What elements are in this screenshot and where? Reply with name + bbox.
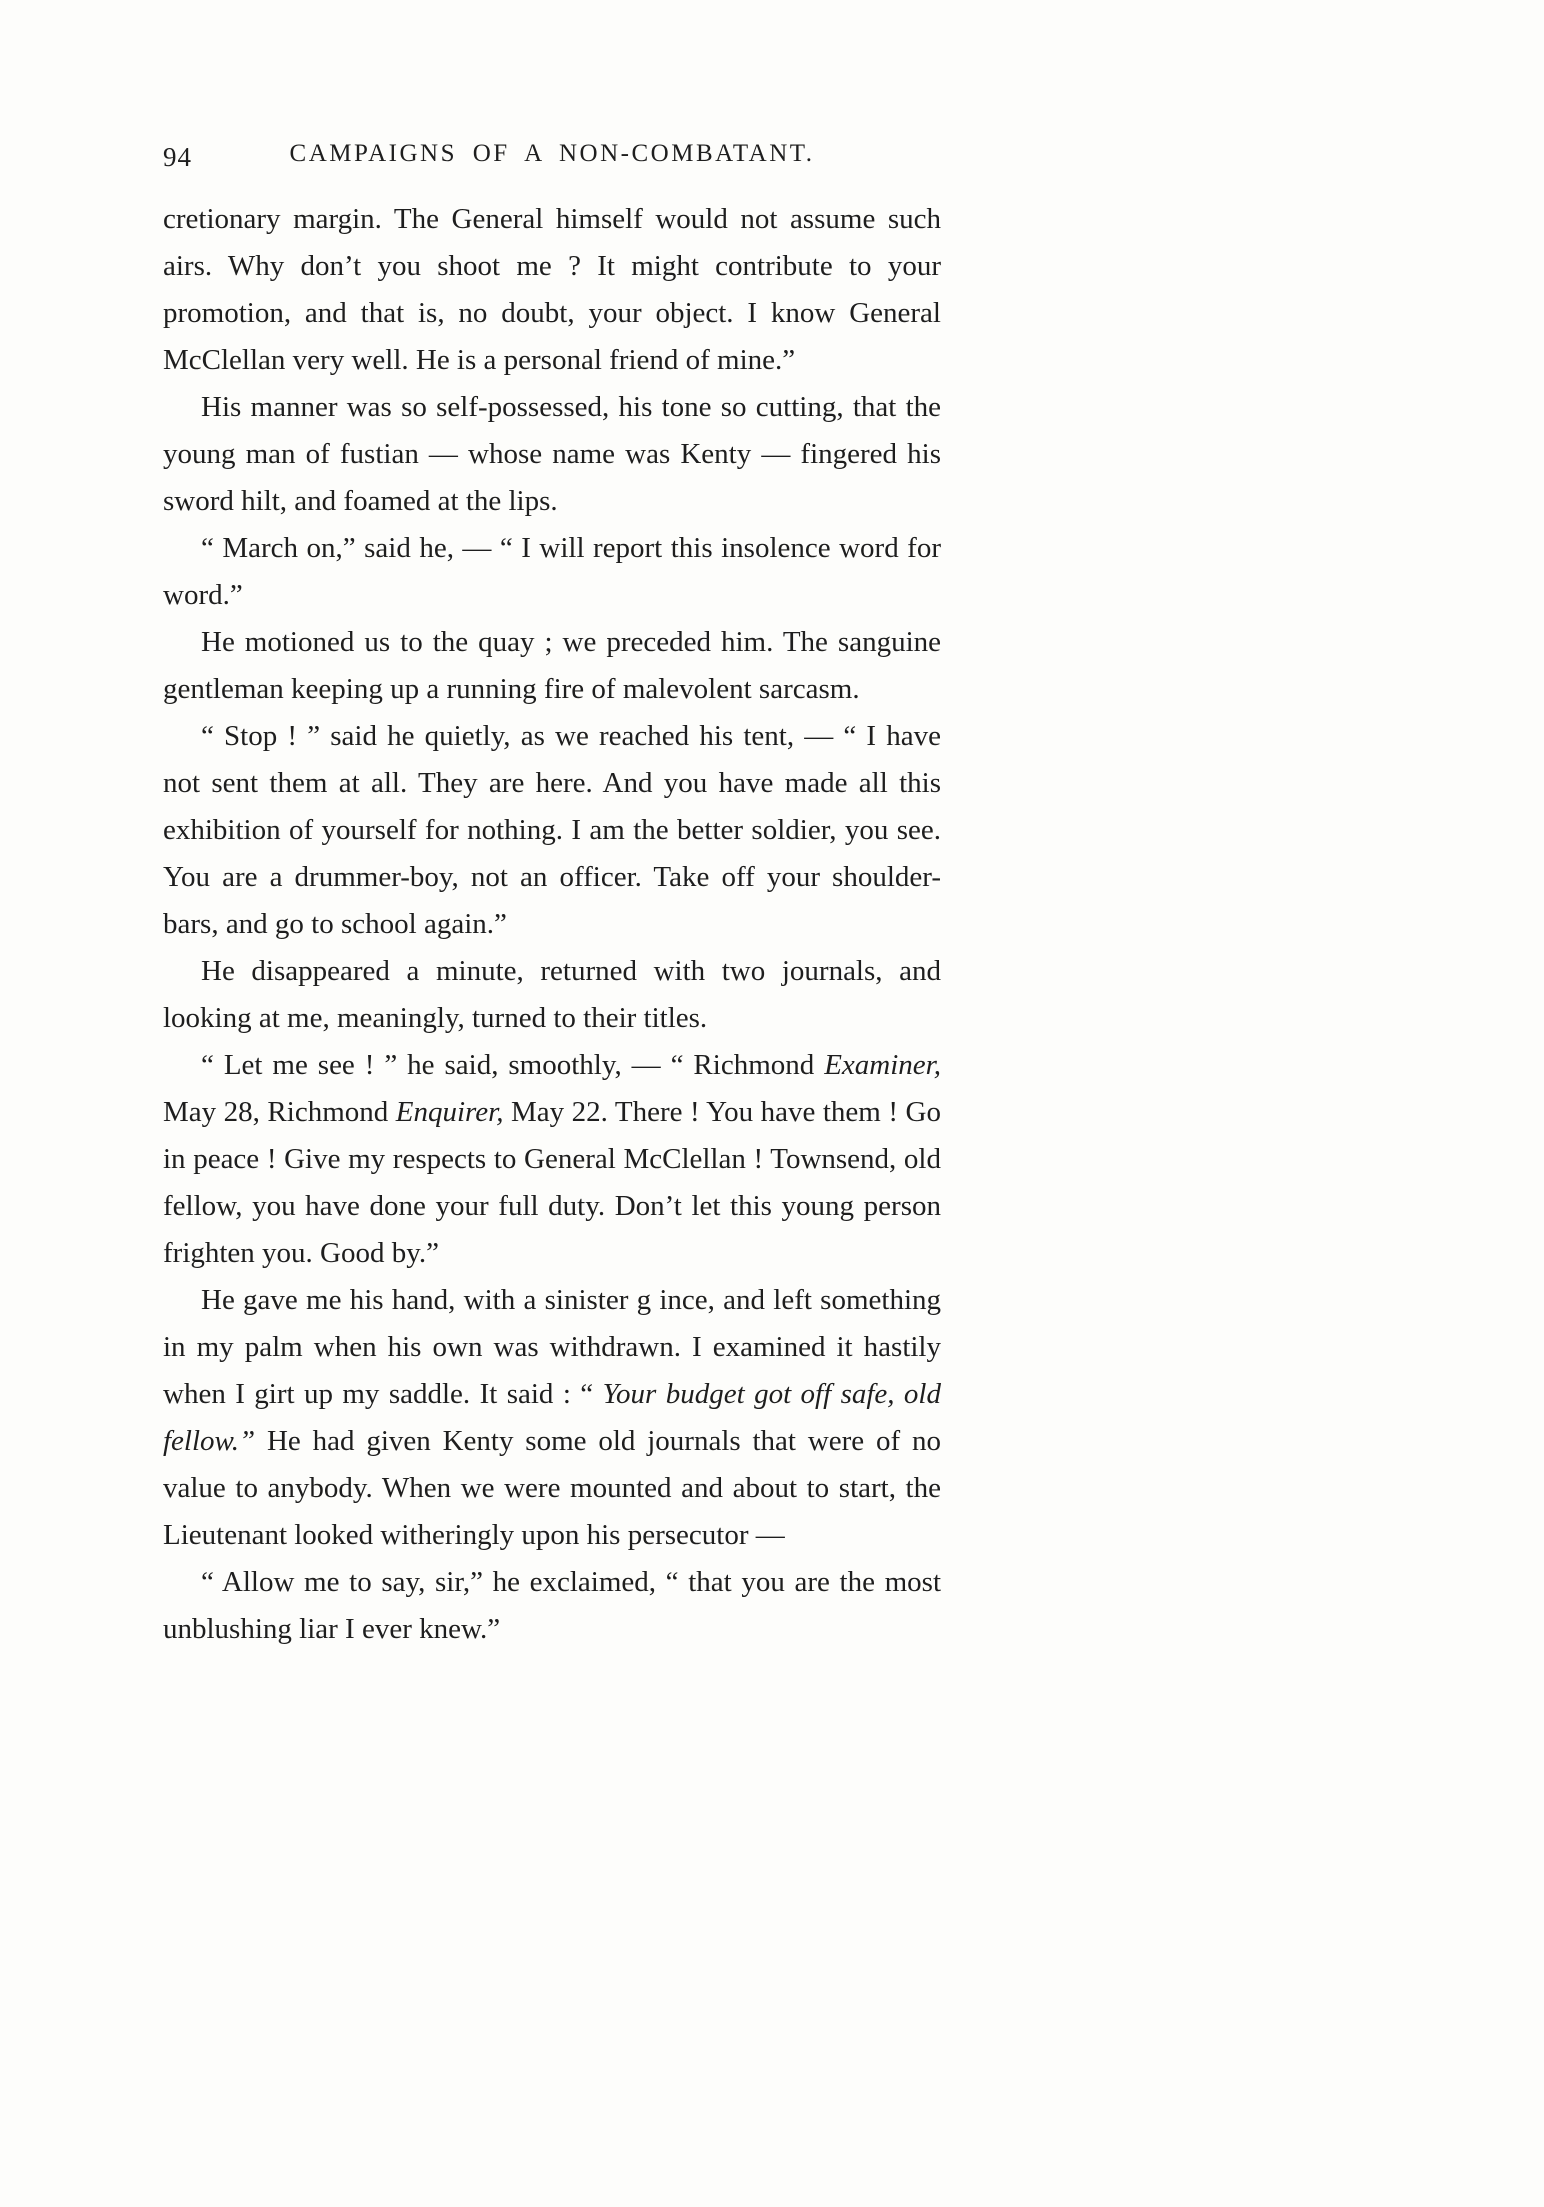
text-block xyxy=(163,196,941,1653)
text-segment: “ Stop ! ” said he quietly, as we reached his tent, — “ I have not sent them at all. They are here. And you have made all this exhibition of yourself for nothing. I am the better soldier, you see. You are a drummer-boy, not an officer. Take off your shoulder-bars, and go to school again.” xyxy=(163,720,941,940)
text-segment: His manner was so self-possessed, his tone so cutting, that the young man of fustian — whose name was Kenty — fingered his sword hilt, and foamed at the lips. xyxy=(163,391,941,517)
text-segment: “ March on,” said he, — “ I will report this insolence word for word.” xyxy=(163,532,941,611)
text-segment: He disappeared a minute, returned with two journals, and looking at me, meaningly, turned to their titles. xyxy=(163,955,941,1034)
paragraph xyxy=(163,1042,941,1277)
text-segment: He had given Kenty some old journals that were of no value to anybody. When we were mounted and about to start, the Lieutenant looked witheringly upon his persecutor — xyxy=(163,1425,941,1551)
italic-text-segment: Enquirer, xyxy=(395,1096,504,1128)
text-segment: May 22. There ! You have them ! Go in peace ! Give my respects to General McClellan ! Townsend, old fellow, you have done your full duty. Don’t let this young person frighten you. Good by.” xyxy=(163,1096,941,1269)
page-header xyxy=(163,140,941,176)
text-segment: May 28, Richmond xyxy=(163,1096,396,1128)
page-number: 94 xyxy=(163,142,192,172)
text-segment: “ Let me see ! ” he said, smoothly, — “ Richmond xyxy=(201,1049,825,1081)
running-title: CAMPAIGNS OF A NON-COMBATANT. xyxy=(289,140,815,167)
italic-text-segment: Examiner, xyxy=(824,1049,941,1081)
paragraph xyxy=(163,948,941,1042)
italic-text-segment: Your budget got off safe, old fellow.” xyxy=(163,1378,941,1457)
paragraph xyxy=(163,619,941,713)
paragraph xyxy=(163,1277,941,1559)
text-segment: “ Allow me to say, sir,” he exclaimed, “ that you are the most unblushing liar I ever knew.” xyxy=(163,1566,941,1645)
paragraph xyxy=(163,525,941,619)
text-segment: He motioned us to the quay ; we preceded him. The sanguine gentleman keeping up a running fire of malevolent sarcasm. xyxy=(163,626,941,705)
text-segment: He gave me his hand, with a sinister g ince, and left something in my palm when his own was withdrawn. I examined it hastily when I girt up my saddle. It said : “ xyxy=(163,1284,941,1410)
paragraph xyxy=(163,196,941,384)
text-segment: cretionary margin. The General himself would not assume such airs. Why don’t you shoot me ? It might contribute to your promotion, and that is, no doubt, your object. I know General McClellan very well. He is a personal friend of mine.” xyxy=(163,203,941,376)
paragraph xyxy=(163,713,941,948)
paragraph xyxy=(163,384,941,525)
paragraph xyxy=(163,1559,941,1653)
